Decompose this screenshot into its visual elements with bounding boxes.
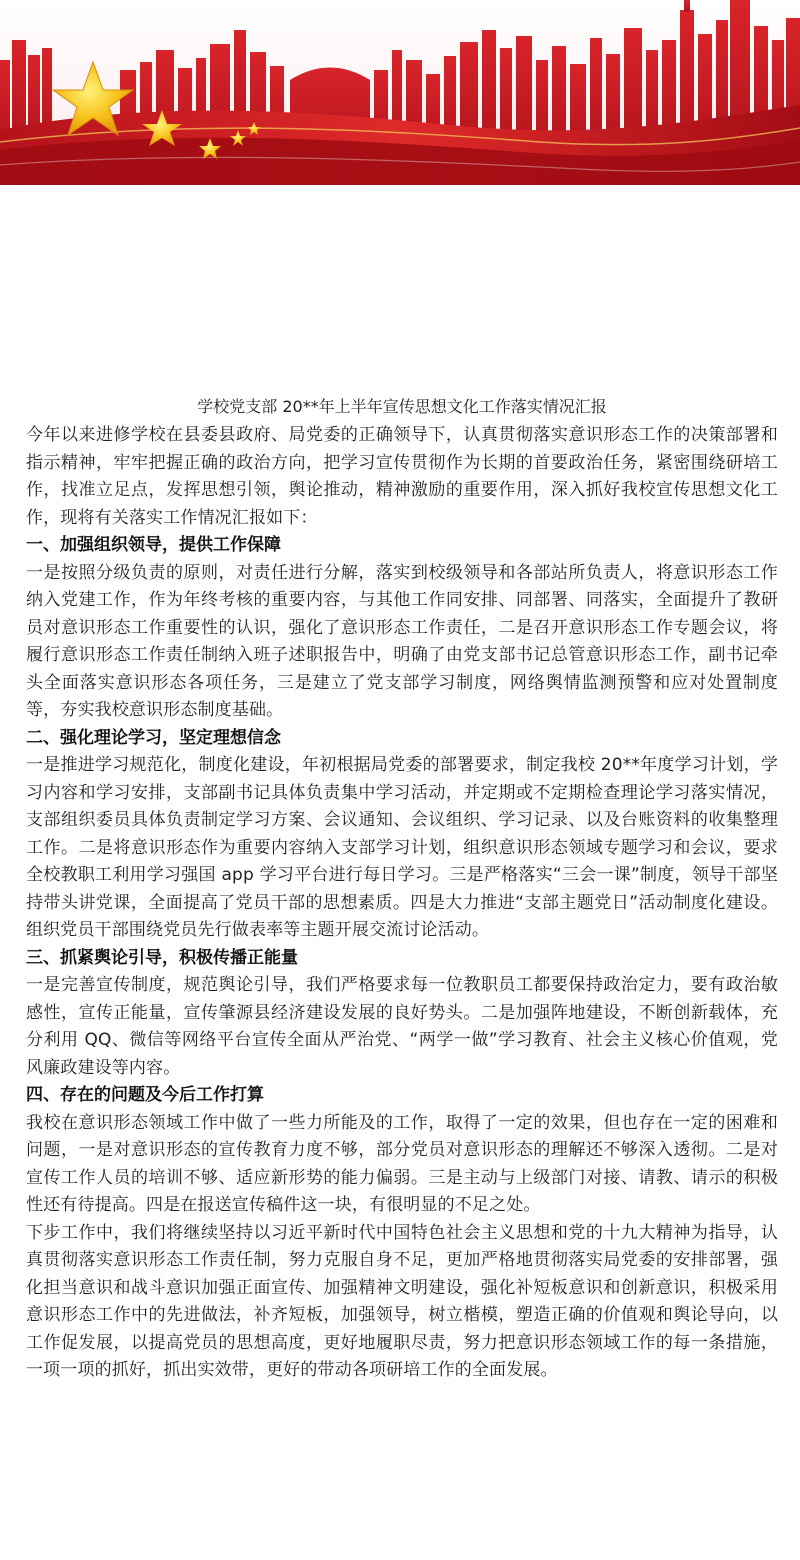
section-paragraph: 下步工作中，我们将继续坚持以习近平新时代中国特色社会主义思想和党的十九大精神为指导，认真贯彻落实意识形态工作责任制，努力克服自身不足，更加严格地贯彻落实局党委的安排部署，强化担当意识和战斗意识加强正面宣传、加强精神文明建设，强化补短板意识和创新意识，积极采用意识形态工作中的先进做法，补齐短板，加强领导，树立楷模，塑造正确的价值观和舆论导向，以工作促发展，以提高党员的思想高度，更好地履职尽责，努力把意识形态领域工作的每一条措施，一项一项的抓好，抓出实效带，更好的带动各项研培工作的全面发展。 — [26, 1222, 778, 1380]
section-paragraph: 一是推进学习规范化，制度化建设，年初根据局党委的部署要求，制定我校 20**年度学习计划，学习内容和学习安排，支部副书记具体负责集中学习活动，并定期或不定期检查理论学习落实情况，支部组织委员具体负责制定学习方案、会议通知、会议组织、学习记录、以及台账资料的收集整理工作。二是将意识形态作为重要内容纳入支部学习计划，组织意识形态领域专题学习和会议，要求全校教职工利用学习强国 app 学习平台进行每日学习。三是严格落实“三会一课”制度，领导干部坚持带头讲党课，全面提高了党员干部的思想素质。四是大力推进“支部主题党日”活动制度化建设。组织党员干部围绕党员先行做表率等主题开展交流讨论活动。 — [26, 755, 778, 940]
section-heading: 二、强化理论学习，坚定理想信念 — [26, 727, 281, 748]
section-paragraph: 一是完善宣传制度，规范舆论引导，我们严格要求每一位教职员工都要保持政治定力，要有政治敏感性，宣传正能量，宣传肇源县经济建设发展的良好势头。二是加强阵地建设，不断创新载体，充分利用 QQ、微信等网络平台宣传全面从严治党、“两学一做”学习教育、社会主义核心价值观，党风廉政建设等内容。 — [26, 975, 778, 1078]
document-body — [26, 394, 778, 1385]
section-heading: 三、抓紧舆论引导，积极传播正能量 — [26, 947, 298, 968]
section-paragraph: 一是按照分级负责的原则，对责任进行分解，落实到校级领导和各部站所负责人，将意识形态工作纳入党建工作，作为年终考核的重要内容，与其他工作同安排、同部署、同落实，全面提升了教研员对意识形态工作重要性的认识，强化了意识形态工作责任，二是召开意识形态工作专题会议，将履行意识形态工作责任制纳入班子述职报告中，明确了由党支部书记总管意识形态工作，副书记牵头全面落实意识形态各项任务，三是建立了党支部学习制度，网络舆情监测预警和应对处置制度等，夯实我校意识形态制度基础。 — [26, 562, 778, 720]
document-title: 学校党支部 20**年上半年宣传思想文化工作落实情况汇报 — [197, 397, 607, 416]
section-paragraph: 我校在意识形态领域工作中做了一些力所能及的工作，取得了一定的效果，但也存在一定的困难和问题，一是对意识形态的宣传教育力度不够，部分党员对意识形态的理解还不够深入透彻。二是对宣传工作人员的培训不够、适应新形势的能力偏弱。三是主动与上级部门对接、请教、请示的积极性还有待提高。四是在报送宣传稿件这一块，有很明显的不足之处。 — [26, 1112, 778, 1215]
intro-paragraph: 今年以来进修学校在县委县政府、局党委的正确领导下，认真贯彻落实意识形态工作的决策部署和指示精神，牢牢把握正确的政治方向，把学习宣传贯彻作为长期的首要政治任务，紧密围绕研培工作，找准立足点，发挥思想引领，舆论推动，精神激励的重要作用，深入抓好我校宣传思想文化工作，现将有关落实工作情况汇报如下： — [26, 425, 778, 528]
city-skyline-illustration — [0, 0, 800, 185]
section-heading: 四、存在的问题及今后工作打算 — [26, 1085, 264, 1105]
header-banner — [0, 0, 800, 185]
section-heading: 一、加强组织领导，提供工作保障 — [26, 535, 281, 555]
